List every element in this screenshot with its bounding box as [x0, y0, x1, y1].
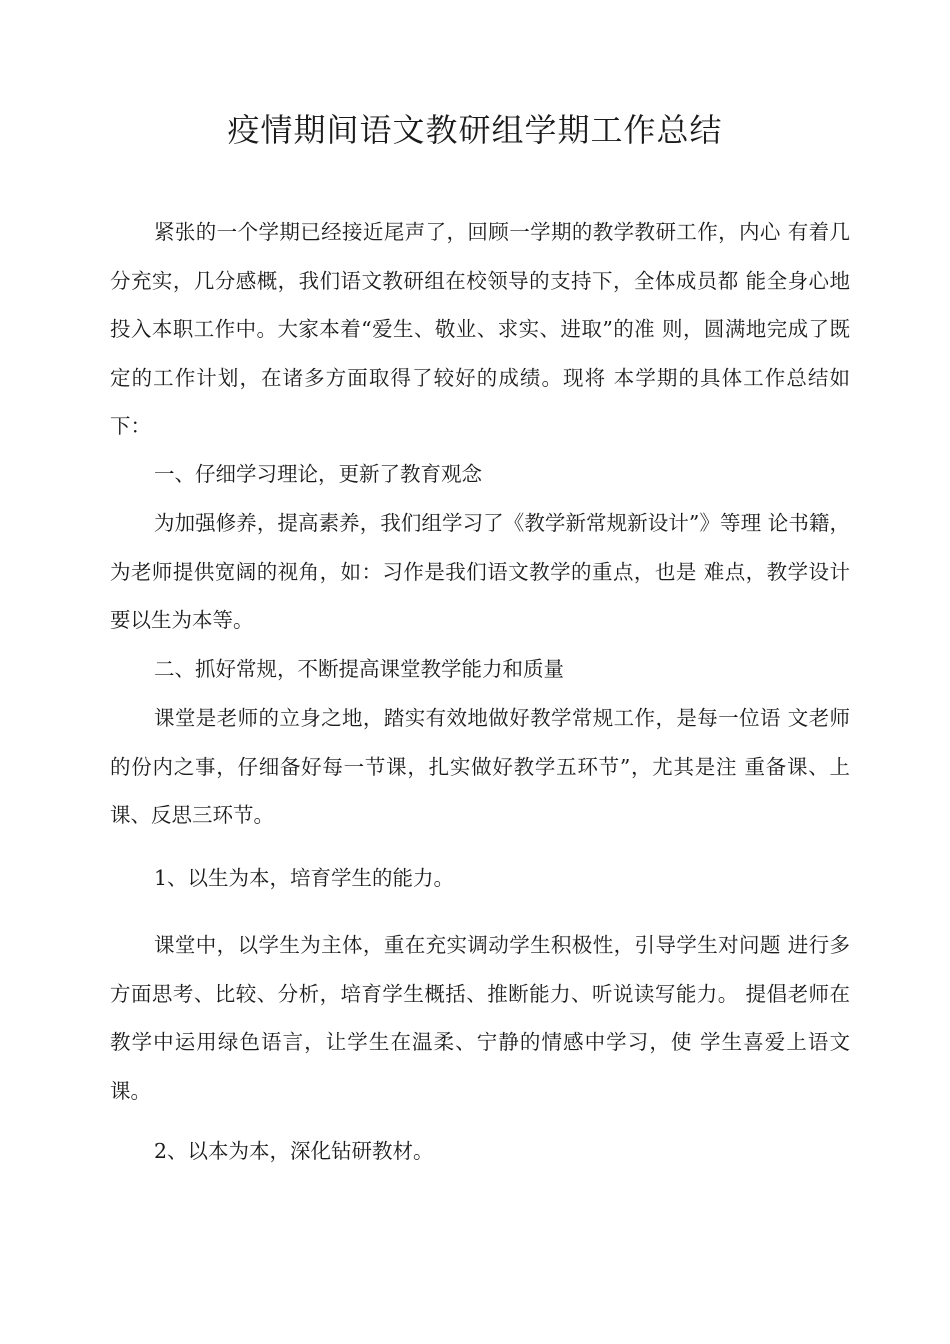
section-1-paragraph: 为加强修养，提高素养，我们组学习了《教学新常规新设计”》等理 论书籍，为老师提供宽阔的视角，如：习作是我们语文教学的重点，也是 难点，教学设计要以生为本等。: [110, 511, 850, 632]
section-2-paragraph: 课堂是老师的立身之地，踏实有效地做好教学常规工作，是每一位语 文老师的份内之事，仔细备好每一节课，扎实做好教学五环节”，尤其是注 重备课、上课、反思三环节。: [110, 706, 850, 827]
intro-paragraph: 紧张的一个学期已经接近尾声了，回顾一学期的教学教研工作，内心 有着几分充实，几分感概，我们语文教研组在校领导的支持下，全体成员都 能全身心地投入本职工作中。大家本着“爱生、敬业、求实、进取”的准 则，圆满地完成了既定的工作计划，在诸多方面取得了较好的成绩。现将 本学期的具体工作总结如下：: [110, 220, 850, 438]
section-1-heading: 一、仔细学习理论，更新了教育观念: [154, 462, 482, 486]
item-1-heading: 1、以生为本，培育学生的能力。: [154, 866, 455, 890]
document-title: 疫情期间语文教研组学期工作总结: [227, 111, 723, 149]
item-2-heading: 2、以本为本，深化钻研教材。: [154, 1139, 434, 1163]
item-1-paragraph: 课堂中，以学生为主体，重在充实调动学生积极性，引导学生对问题 进行多方面思考、比较、分析，培育学生概括、推断能力、听说读写能力。 提倡老师在教学中运用绿色语言，让学生在温柔、宁静的情感中学习，使 学生喜爱上语文课。: [110, 933, 850, 1103]
section-2-heading: 二、抓好常规，不断提高课堂教学能力和质量: [154, 657, 564, 681]
